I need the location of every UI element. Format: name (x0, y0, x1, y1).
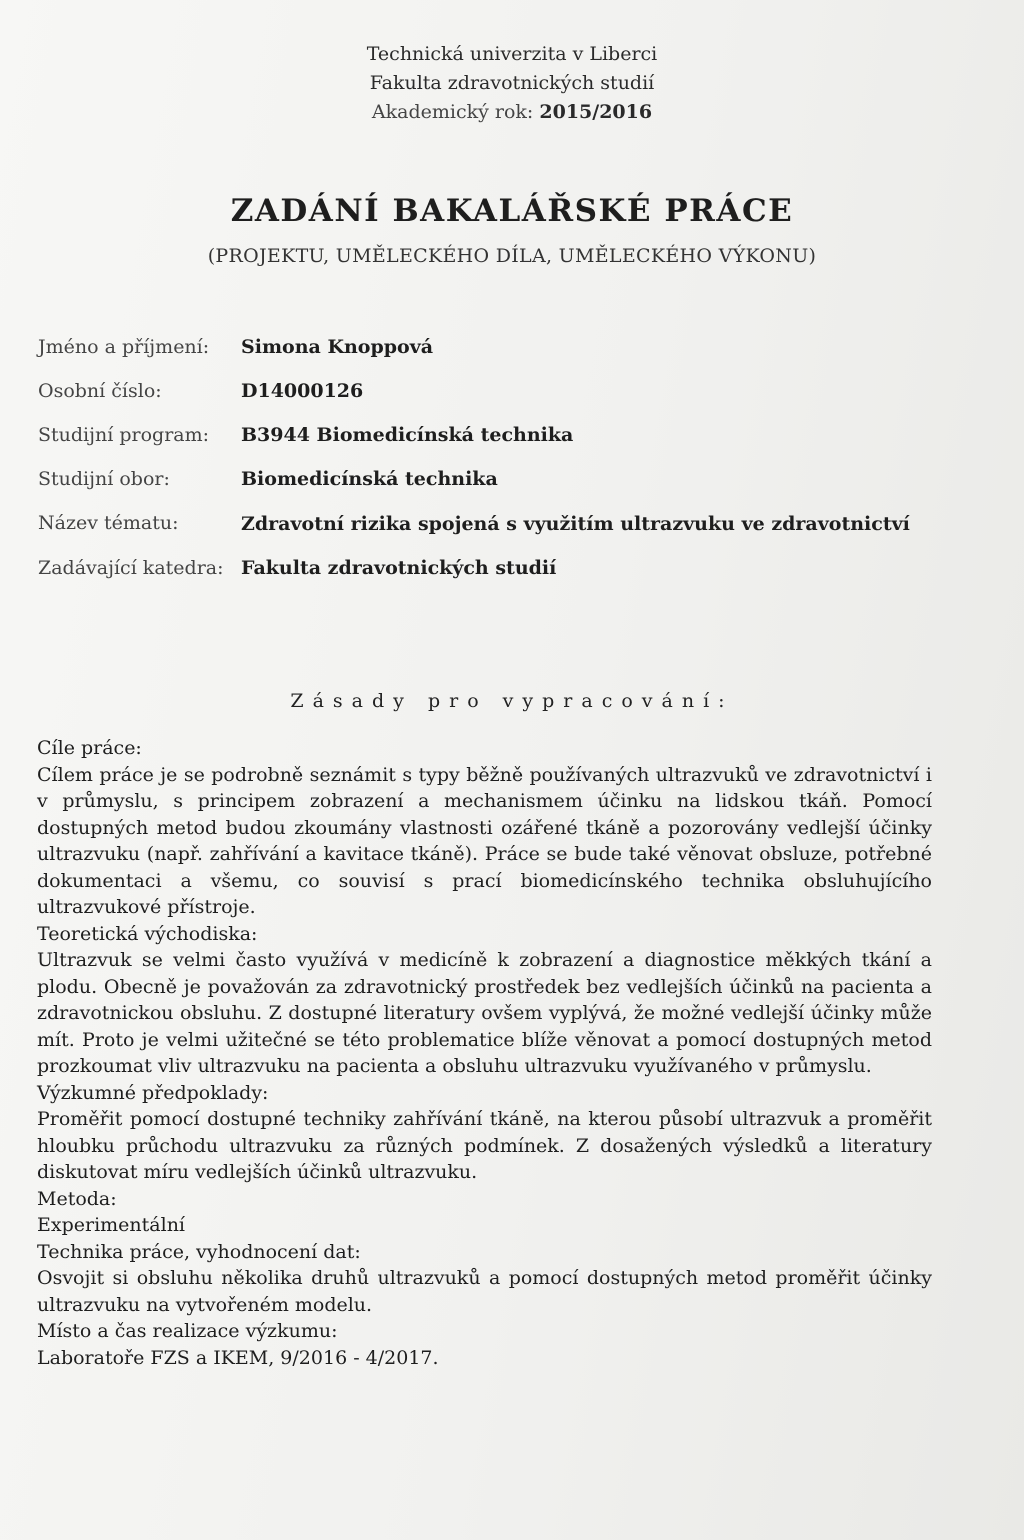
document-subtitle: (PROJEKTU, UMĚLECKÉHO DÍLA, UMĚLECKÉHO VÝKONU) (207, 245, 817, 267)
info-row-field (38, 468, 938, 491)
topic-value: Zdravotní rizika spojená s využitím ultrazvuku ve zdravotnictví (241, 513, 910, 535)
principles-heading: Zásady pro vypracování: (290, 690, 734, 712)
info-row-id (38, 380, 938, 403)
document-header (0, 40, 1024, 127)
place-text: Laboratoře FZS a IKEM, 9/2016 - 4/2017. (37, 1346, 439, 1369)
name-value: Simona Knoppová (241, 336, 434, 358)
info-row-topic (38, 512, 938, 536)
program-label: Studijní program: (38, 424, 210, 446)
academic-year (0, 98, 1024, 127)
academic-year-value: 2015/2016 (539, 101, 653, 123)
id-label: Osobní číslo: (38, 380, 162, 402)
principles-body (37, 735, 932, 1371)
info-row-name (38, 336, 938, 359)
method-text: Experimentální (37, 1214, 186, 1236)
theory-text: Ultrazvuk se velmi často využívá v medicíně k zobrazení a diagnostice měkkých tkání a plodu. Obecně je považován za zdravotnický prostředek bez vedlejších účinků na pacienta a zdravotnickou obsluhu. Z dostupné literatury ovšem vyplývá, že možné vedlejší účinky může mít. Proto je velmi užitečné se této problematice blíže věnovat a pomocí dostupných metod prozkoumat vliv ultrazvuku na pacienta a obsluhu ultrazvuku využívaného v průmyslu. (37, 949, 932, 1077)
info-row-program (38, 424, 938, 447)
hypotheses-text: Proměřit pomocí dostupné techniky zahřívání tkáně, na kterou působí ultrazvuk a proměřit hloubku průchodu ultrazvuku za různých podmínek. Z dosažených výsledků a literatury diskutovat míru vedlejších účinků ultrazvuku. (37, 1108, 932, 1183)
student-info (38, 336, 938, 601)
field-label: Studijní obor: (38, 468, 170, 490)
name-label: Jméno a příjmení: (38, 336, 210, 358)
hypotheses-heading: Výzkumné předpoklady: (37, 1081, 269, 1104)
field-value: Biomedicínská technika (241, 468, 498, 490)
university-name: Technická univerzita v Liberci (366, 43, 658, 65)
department-label: Zadávající katedra: (38, 557, 224, 579)
department-value: Fakulta zdravotnických studií (241, 557, 557, 579)
goals-text: Cílem práce je se podrobně seznámit s typy běžně používaných ultrazvuků ve zdravotnictví i v průmyslu, s principem zobrazení a mechanismem účinku na lidskou tkáň. Pomocí dostupných metod budou zkoumány vlastnosti ozářené tkáně a pozorovány vedlejší účinky ultrazvuku (např. zahřívání a kavitace tkáně). Práce se bude také věnovat obsluze, potřebné dokumentaci a všemu, co souvisí s prací biomedicínského technika obsluhujícího ultrazvukové přístroje. (37, 763, 932, 918)
topic-label: Název tématu: (38, 512, 179, 534)
theory-heading: Teoretická východiska: (37, 922, 258, 945)
document-title: ZADÁNÍ BAKALÁŘSKÉ PRÁCE (230, 193, 794, 229)
id-value: D14000126 (241, 380, 364, 402)
goals-heading: Cíle práce: (37, 737, 142, 759)
faculty-name: Fakulta zdravotnických studií (369, 72, 655, 94)
method-heading: Metoda: (37, 1187, 117, 1210)
technique-heading: Technika práce, vyhodnocení dat: (37, 1240, 361, 1263)
technique-text: Osvojit si obsluhu několika druhů ultrazvuků a pomocí dostupných metod proměřit účinky ultrazvuku na vytvořeném modelu. (37, 1267, 932, 1316)
place-heading: Místo a čas realizace výzkumu: (37, 1320, 338, 1342)
info-row-department (38, 557, 938, 580)
academic-year-label: Akademický rok: (371, 101, 534, 123)
program-value: B3944 Biomedicínská technika (241, 424, 574, 446)
